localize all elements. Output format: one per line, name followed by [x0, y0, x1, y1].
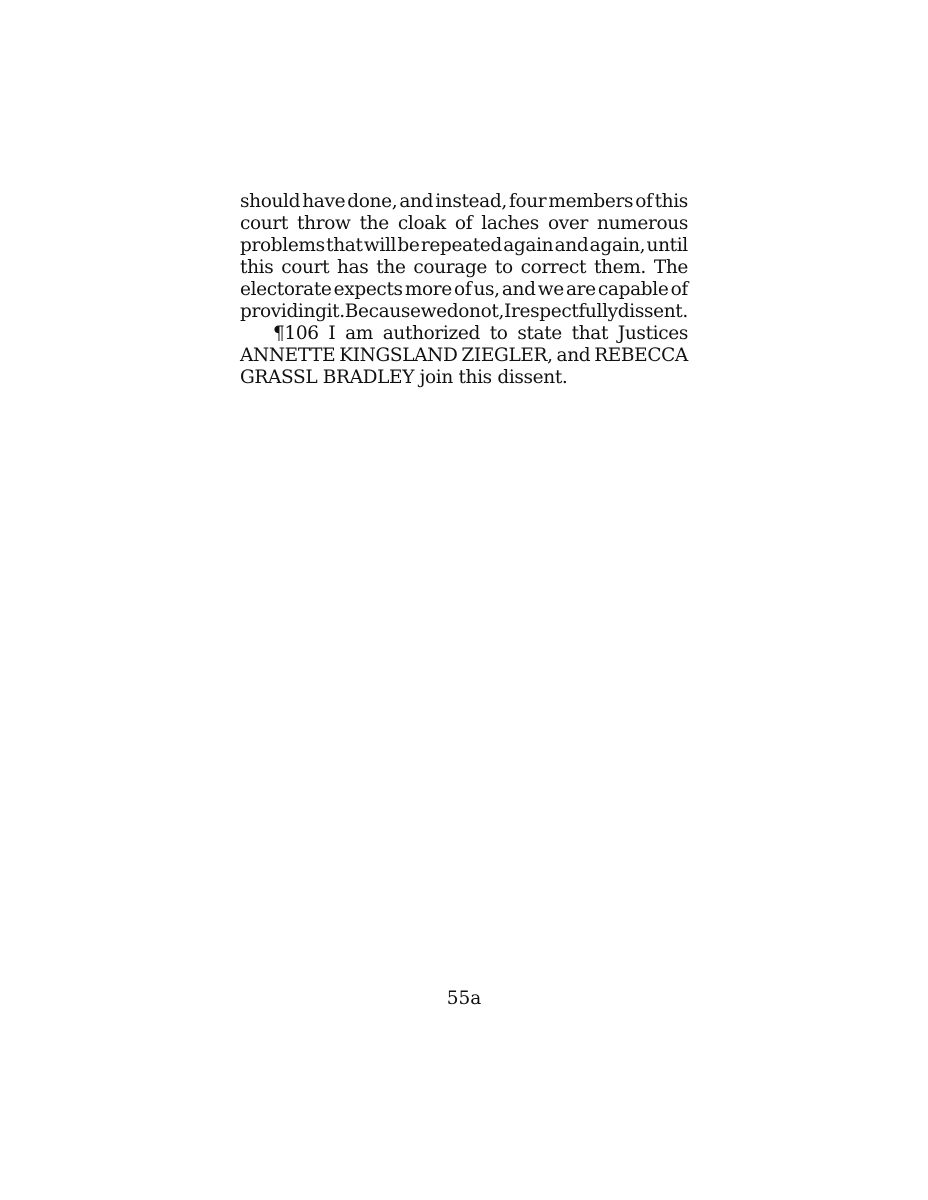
body-text	[240, 191, 688, 389]
paragraph-106	[240, 323, 688, 389]
text-line: ¶106 I am authorized to state that Justices	[273, 323, 688, 344]
text-line: problems that will be repeated again and again, until	[240, 235, 688, 256]
page-number: 55a	[446, 988, 482, 1009]
text-line: electorate expects more of us, and we are capable of	[240, 279, 688, 300]
text-line: court throw the cloak of laches over numerous	[240, 213, 688, 234]
paragraph-closing	[240, 191, 688, 323]
text-line: should have done, and instead, four members of this	[240, 191, 688, 212]
text-line: ANNETTE KINGSLAND ZIEGLER, and REBECCA	[240, 345, 688, 366]
text-line: GRASSL BRADLEY join this dissent.	[240, 367, 568, 388]
text-line: providing it. Because we do not, I respectfully dissent.	[240, 301, 688, 322]
text-line: this court has the courage to correct them. The	[240, 257, 688, 278]
